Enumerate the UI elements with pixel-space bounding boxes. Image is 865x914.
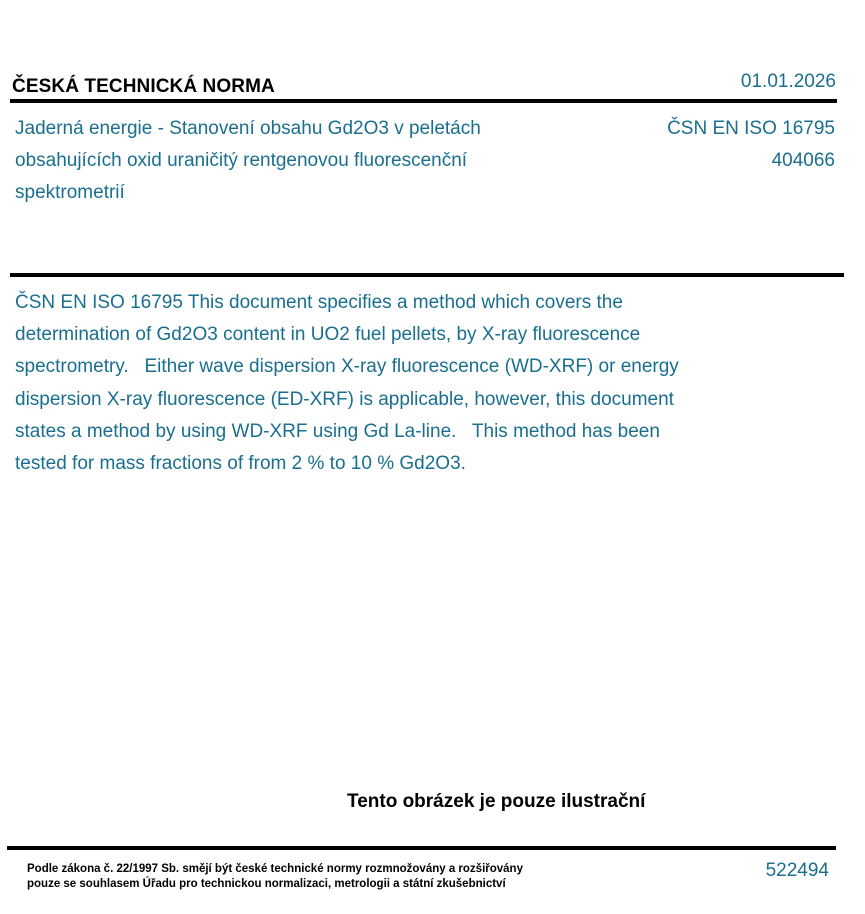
standard-identifiers — [667, 113, 835, 177]
effective-date: 01.01.2026 — [740, 71, 836, 92]
abstract-text: ČSN EN ISO 16795 This document specifies a method which covers the determination of Gd2O3 content in UO2 fuel pellets, by X-ray fluorescence spectrometry. Either wave dispersion X-ray fluorescence (WD-XRF) or energy dispersion X-ray fluorescence (ED-XRF) is applicable, however, this document states a method by using WD-XRF using Gd La-line. This method has been tested for mass fractions of from 2 % to 10 % Gd2O3. — [15, 292, 685, 475]
legal-notice-line-1: Podle zákona č. 22/1997 Sb. smějí být české technické normy rozmnožovány a rozšiřovány — [27, 863, 523, 875]
footer-divider — [7, 846, 836, 850]
standard-subject-title: Jaderná energie - Stanovení obsahu Gd2O3 v peletách obsahujících oxid uraničitý rentgenovou fluorescenční spektrometrií — [15, 118, 481, 203]
section-divider — [10, 273, 844, 277]
header-divider — [10, 99, 837, 103]
illustration-disclaimer: Tento obrázek je pouze ilustrační — [347, 791, 646, 812]
class-number: 404066 — [771, 150, 835, 171]
catalog-number: 522494 — [765, 860, 829, 881]
standard-code: ČSN EN ISO 16795 — [667, 118, 835, 139]
legal-notice — [27, 862, 523, 892]
legal-notice-line-2: pouze se souhlasem Úřadu pro technickou normalizaci, metrologii a státní zkušebnictví — [27, 878, 506, 890]
document-type-title: ČESKÁ TECHNICKÁ NORMA — [12, 76, 275, 97]
